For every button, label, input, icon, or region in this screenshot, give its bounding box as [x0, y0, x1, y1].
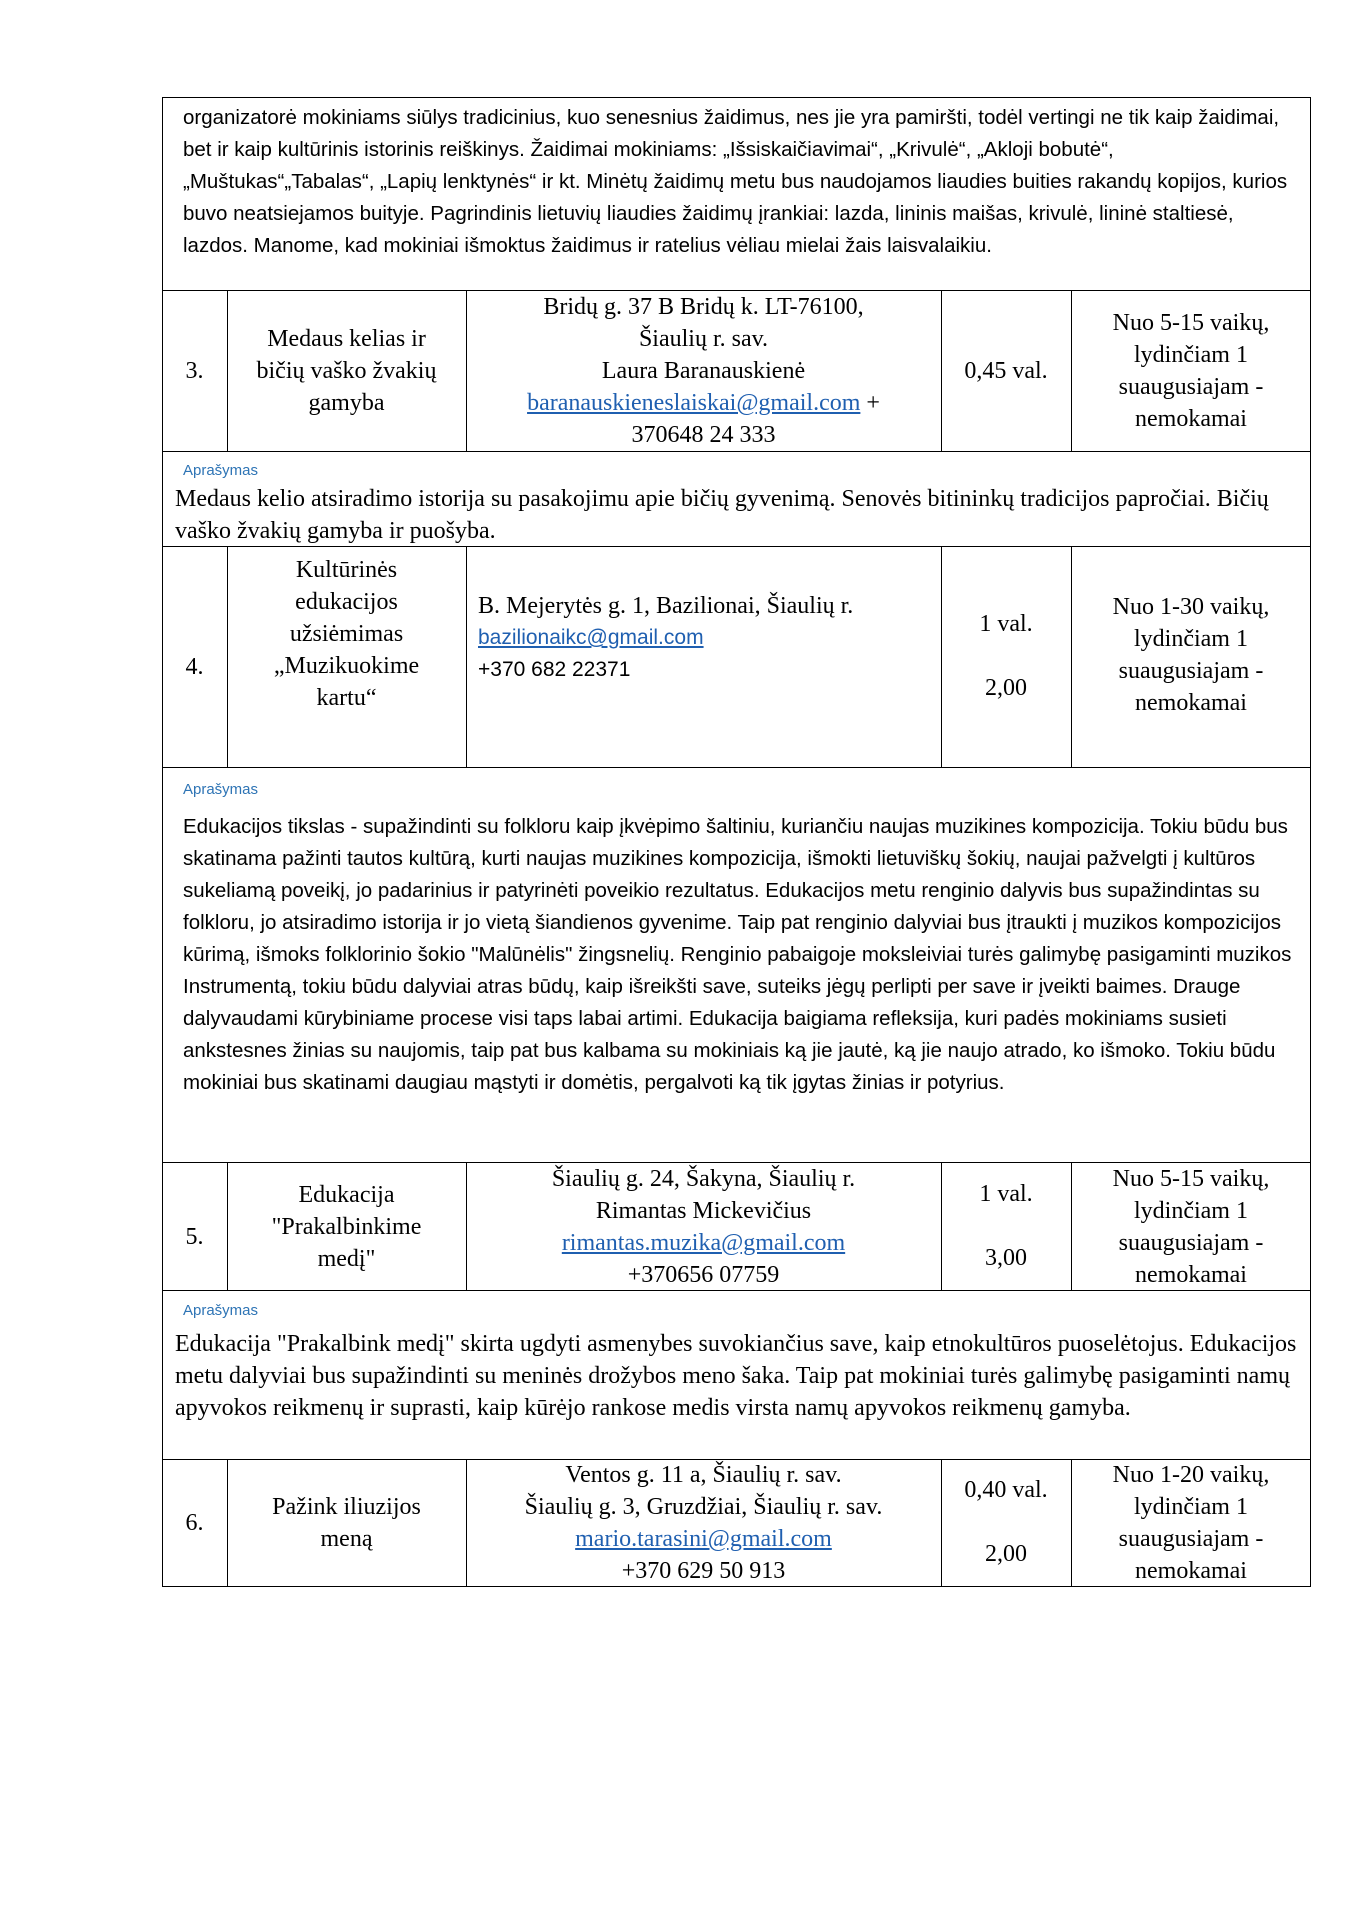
row-duration: 0,40 val.: [964, 1477, 1048, 1503]
row-title: Pažink iliuzijos meną: [272, 1494, 421, 1552]
row-price: 2,00: [985, 1541, 1027, 1567]
row-contact: B. Mejerytės g. 1, Bazilionai, Šiaulių r. bazilionaikc@gmail.com +370 682 22371: [478, 593, 854, 681]
row-number: 6.: [185, 1510, 204, 1536]
row-contact: Bridų g. 37 B Bridų k. LT-76100, Šiaulių r. sav. Laura Baranauskienė baranauskieneslaiskai@gmail.com + 370648 24 333: [527, 294, 880, 448]
row-contact: Ventos g. 11 a, Šiaulių r. sav. Šiaulių g. 3, Gruzdžiai, Šiaulių r. sav. mario.tarasini@gmail.com +370 629 50 913: [524, 1462, 883, 1584]
description-text: Edukacija "Prakalbink medį" skirta ugdyti asmenybes suvokiančius save, kaip etnokultūros puoselėtojus. Edukacijos metu dalyviai bus supažindinti su meninės drožybos meno šaka. Taip pat mokiniai turės galimybę pasigaminti namų apyvokos reikmenų ir suprasti, kaip kūrėjo rankose medis virsta namų apyvokos reikmenų gamyba.: [175, 1331, 1297, 1421]
description-text: Medaus kelio atsiradimo istorija su pasakojimu apie bičių gyvenimą. Senovės bitininkų tradicijos papročiai. Bičių vaško žvakių gamyba ir puošyba.: [175, 486, 1269, 544]
row-group: Nuo 5-15 vaikų, lydinčiam 1 suaugusiajam - nemokamai: [1112, 310, 1270, 432]
description-label: Aprašymas: [183, 462, 259, 479]
row-duration: 0,45 val.: [964, 358, 1048, 384]
row-number: 5.: [185, 1223, 204, 1250]
row-price: 2,00: [985, 675, 1027, 701]
description-label: Aprašymas: [183, 781, 259, 798]
email-link[interactable]: baranauskieneslaiskai@gmail.com: [527, 390, 861, 416]
row-duration: 1 val.: [979, 1181, 1033, 1207]
row-group: Nuo 1-20 vaikų, lydinčiam 1 suaugusiajam - nemokamai: [1112, 1462, 1270, 1584]
row-price: 3,00: [985, 1245, 1027, 1271]
row-group: Nuo 5-15 vaikų, lydinčiam 1 suaugusiajam - nemokamai: [1112, 1165, 1270, 1288]
description-text: Edukacijos tikslas - supažindinti su folkloru kaip įkvėpimo šaltiniu, kuriančiu naujas muzikines kompozicija. Tokiu būdu bus skatinama pažinti tautos kultūrą, kurti naujas muzikines kompozicija, išmokti lietuviškų šokių, naujai pažvelgti į kultūros sukeliamą poveikį, jo padarinius ir patyrinėti poveikio rezultatus. Edukacijos metu renginio dalyvis bus supažindintas su folkloru, jo atsiradimo istorija ir jo vietą šiandienos gyvenime. Taip pat renginio dalyviai bus įtraukti į muzikos kompozicijos kūrimą, išmoks folklorinio šokio "Malūnėlis" žingsnelių. Renginio pabaigoje moksleiviai turės galimybę pasigaminti muzikos Instrumentą, tokiu būdu dalyviai atras būdų, kaip išreikšti save, suteiks jėgų perlipti per save ir įveikti baimes. Drauge dalyvaudami kūrybiniame procese visi taps labai artimi. Edukacija baigiama refleksija, kuri padės mokiniams susieti ankstesnes žinias su naujomis, taip pat bus kalbama su mokiniais ką jie jautė, ką jie naujo atrado, ko išmoko. Tokiu būdu mokiniai bus skatinami daugiau mąstyti ir domėtis, pergalvoti ką tik įgytas žinias ir potyrius.: [183, 815, 1292, 1094]
row-number: 4.: [185, 654, 204, 680]
email-link[interactable]: mario.tarasini@gmail.com: [575, 1526, 832, 1552]
row-title: Medaus kelias ir bičių vaško žvakių gamyba: [256, 326, 437, 416]
row-duration: 1 val.: [979, 611, 1033, 637]
row-group: Nuo 1-30 vaikų, lydinčiam 1 suaugusiajam - nemokamai: [1112, 594, 1270, 716]
row-title: Edukacija "Prakalbinkime medį": [271, 1181, 422, 1272]
row-title: Kultūrinės edukacijos užsiėmimas „Muzikuokime kartu“: [273, 557, 420, 711]
description-label: Aprašymas: [183, 1302, 259, 1319]
email-link[interactable]: rimantas.muzika@gmail.com: [561, 1229, 846, 1256]
intro-paragraph: organizatorė mokiniams siūlys tradicinius, kuo senesnius žaidimus, nes jie yra pamiršti, todėl vertingi ne tik kaip žaidimai, bet ir kaip kultūrinis istorinis reiškinys. Žaidimai mokiniams: „Išsiskaičiavimai“, „Krivulė“, „Akloji bobutė“, „Muštukas“„Tabalas“, „Lapių lenktynės“ ir kt. Minėtų žaidimų metu bus naudojamos liaudies buities rakandų kopijos, kurios buvo neatsiejamos buityje. Pagrindinis lietuvių liaudies žaidimų įrankiai: lazda, lininis maišas, krivulė, lininė staltiesė, lazdos. Manome, kad mokiniai išmoktus žaidimus ir ratelius vėliau mielai žais laisvalaikiu.: [183, 106, 1288, 257]
row-contact: Šiaulių g. 24, Šakyna, Šiaulių r. Rimantas Mickevičius rimantas.muzika@gmail.com +370656 07759: [551, 1165, 856, 1288]
row-number: 3.: [185, 358, 204, 384]
email-link[interactable]: bazilionaikc@gmail.com: [478, 626, 704, 649]
